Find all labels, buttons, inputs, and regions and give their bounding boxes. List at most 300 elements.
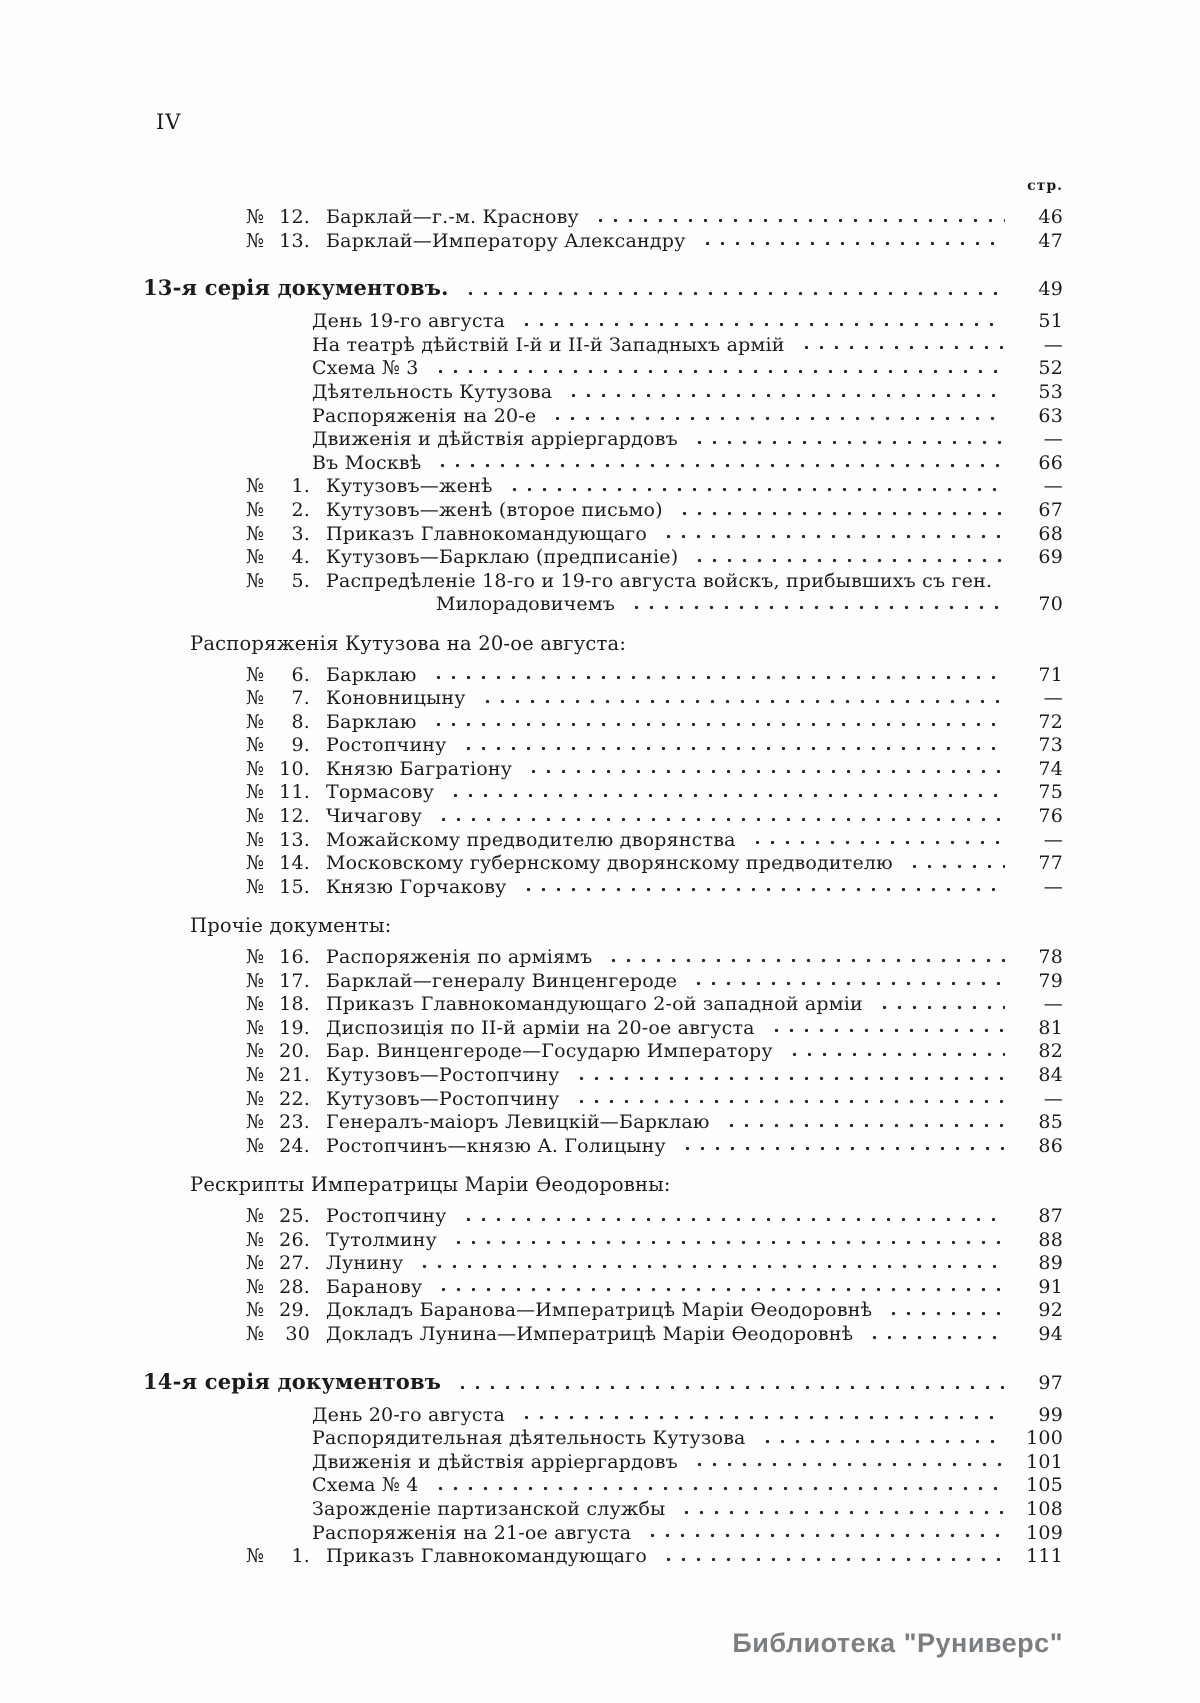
entry-number-value: 20.	[279, 1040, 310, 1063]
entry-number	[246, 876, 310, 900]
toc-subentry	[312, 428, 1063, 452]
toc-entry	[246, 734, 1063, 758]
page-number: —	[1043, 1087, 1063, 1110]
entry-title: Движенія и дѣйствія арріергардовъ	[312, 428, 678, 451]
entry-number	[246, 499, 310, 523]
entry-title: Кутузовъ—Ростопчину	[326, 1087, 560, 1110]
page-number: —	[1043, 828, 1063, 851]
page-number: 109	[1026, 1521, 1063, 1544]
entry-number-value: 10.	[279, 757, 310, 780]
entry-number	[246, 1088, 310, 1112]
page-number: —	[1043, 875, 1063, 898]
entry-number-value: 1.	[291, 1545, 310, 1568]
entry-number-value: 8.	[291, 710, 310, 733]
entry-title: Дѣятельность Кутузова	[312, 380, 553, 403]
dot-leader	[572, 1064, 1005, 1088]
group-title: Рескрипты Императрицы Маріи Ѳеодоровны:	[190, 1173, 671, 1197]
numero-sign: №	[246, 522, 265, 545]
page-number: 75	[1038, 781, 1063, 804]
page-column-header: стр.	[1027, 178, 1063, 194]
numero-sign: №	[246, 498, 265, 521]
page-number: 99	[1038, 1403, 1063, 1426]
entry-title: Тутолмину	[326, 1228, 437, 1251]
toc-entry	[246, 475, 1063, 499]
entry-number-value: 5.	[291, 569, 310, 592]
numero-sign: №	[246, 757, 265, 780]
entry-number	[246, 781, 310, 805]
toc-entry	[246, 664, 1063, 688]
dot-leader	[434, 805, 1005, 829]
entry-title: Приказъ Главнокомандующаго	[326, 522, 647, 545]
entry-number-value: 9.	[291, 734, 310, 757]
numero-sign: №	[246, 475, 265, 498]
dot-leader	[875, 993, 1005, 1017]
page-number: 91	[1038, 1275, 1063, 1298]
page-number: 52	[1038, 357, 1063, 380]
page-number: 101	[1026, 1450, 1063, 1473]
toc-subentry	[312, 334, 1063, 358]
dot-leader	[548, 405, 1005, 429]
dot-leader	[905, 852, 1005, 876]
entry-title: Ростопчинъ—князю А. Голицыну	[326, 1134, 666, 1157]
toc-entry	[246, 1205, 1063, 1229]
dot-leader	[659, 523, 1005, 547]
entry-number	[246, 546, 310, 570]
toc-series-header	[143, 1368, 1063, 1397]
entry-title: На театрѣ дѣйствій I-й и II-й Западныхъ армій	[312, 333, 785, 356]
page-number: 76	[1038, 805, 1063, 828]
page-number: 97	[1038, 1371, 1063, 1394]
dot-leader	[429, 664, 1005, 688]
page-number: 77	[1038, 852, 1063, 875]
toc-subentry	[312, 1404, 1063, 1428]
dot-leader	[797, 334, 1005, 358]
toc-subentry	[312, 381, 1063, 405]
toc-entry	[246, 546, 1063, 570]
dot-leader	[517, 1404, 1005, 1428]
entry-number	[246, 1276, 310, 1300]
dot-leader	[517, 310, 1005, 334]
numero-sign: №	[246, 969, 265, 992]
toc-subentry	[312, 452, 1063, 476]
numero-sign: №	[246, 569, 265, 592]
dot-leader	[758, 1427, 1005, 1451]
dot-leader	[461, 274, 1005, 303]
numero-sign: №	[246, 1252, 265, 1275]
page-number: 68	[1038, 522, 1063, 545]
page-number: —	[1043, 333, 1063, 356]
page-number: 86	[1038, 1134, 1063, 1157]
dot-leader	[767, 1017, 1005, 1041]
entry-title: Распредѣленіе 18-го и 19-го августа войскъ, прибывшихъ съ ген.	[326, 569, 993, 592]
dot-leader	[675, 499, 1005, 523]
dot-leader	[677, 1498, 1005, 1522]
entry-number-value: 29.	[279, 1299, 310, 1322]
numero-sign: №	[246, 1134, 265, 1157]
entry-number-value: 1.	[291, 475, 310, 498]
entry-title: Докладъ Баранова—Императрицѣ Маріи Ѳеодоровнѣ	[326, 1299, 873, 1322]
page-number: 67	[1038, 498, 1063, 521]
dot-leader	[678, 1135, 1005, 1159]
entry-number-value: 25.	[279, 1204, 310, 1227]
numero-sign: №	[246, 1064, 265, 1086]
toc-entry	[246, 993, 1063, 1017]
toc-subentry	[312, 1427, 1063, 1451]
dot-leader	[884, 1299, 1005, 1323]
numero-sign: №	[246, 875, 265, 898]
page-number: 66	[1038, 451, 1063, 474]
entry-title: Зарожденіе партизанской службы	[312, 1497, 666, 1520]
page-number: 71	[1038, 663, 1063, 686]
entry-title: Приказъ Главнокомандующаго	[326, 1545, 647, 1568]
numero-sign: №	[246, 1228, 265, 1251]
page-number: 100	[1026, 1427, 1063, 1450]
page-number: 53	[1038, 380, 1063, 403]
entry-number	[246, 852, 310, 876]
numero-sign: №	[246, 710, 265, 733]
numero-sign: №	[246, 1545, 265, 1568]
entry-number	[246, 734, 310, 758]
entry-number-value: 15.	[279, 875, 310, 898]
page-number: 70	[1038, 593, 1063, 616]
entry-number-value: 30	[285, 1322, 310, 1345]
numero-sign: №	[246, 1016, 265, 1039]
toc-subentry	[312, 1451, 1063, 1475]
numero-sign: №	[246, 1299, 265, 1322]
numero-sign: №	[246, 1275, 265, 1298]
entry-number	[246, 1017, 310, 1041]
dot-leader	[429, 711, 1005, 735]
entry-number-value: 27.	[279, 1252, 310, 1275]
toc-entry	[246, 1276, 1063, 1300]
page-number: 94	[1038, 1322, 1063, 1345]
page-number: 78	[1038, 946, 1063, 969]
entry-number	[246, 1205, 310, 1229]
page-number: 47	[1038, 229, 1063, 252]
page-number: 87	[1038, 1204, 1063, 1227]
entry-title: Барклай—г.-м. Краснову	[326, 206, 579, 228]
entry-number	[246, 993, 310, 1017]
library-watermark: Библиотека "Руниверс"	[732, 1628, 1063, 1658]
entry-number	[246, 829, 310, 853]
entry-title: Ростопчину	[326, 734, 447, 757]
dot-leader	[524, 758, 1005, 782]
entry-title: Въ Москвѣ	[312, 451, 422, 474]
toc-entry	[246, 1111, 1063, 1135]
entry-title: Докладъ Лунина—Императрицѣ Маріи Ѳеодоровнѣ	[326, 1322, 854, 1345]
entry-number-value: 19.	[279, 1016, 310, 1039]
numero-sign: №	[246, 1087, 265, 1110]
numero-sign: №	[246, 206, 265, 228]
entry-title: Тормасову	[326, 781, 435, 804]
entry-number	[246, 1545, 310, 1569]
entry-number-value: 4.	[291, 546, 310, 569]
entry-title: Схема № 3	[312, 357, 419, 380]
entry-title: Распоряженія по арміямъ	[326, 946, 593, 969]
toc-group-header	[190, 632, 1063, 656]
numero-sign: №	[246, 734, 265, 757]
page-number: 105	[1026, 1474, 1063, 1497]
entry-title: День 19-го августа	[312, 310, 506, 333]
page-number: —	[1043, 687, 1063, 710]
dot-leader	[459, 734, 1005, 758]
dot-leader	[446, 781, 1005, 805]
entry-number	[246, 687, 310, 711]
group-title: Распоряженія Кутузова на 20-ое августа:	[190, 631, 627, 655]
folio-number: IV	[156, 110, 182, 134]
toc-group-header	[190, 914, 1063, 938]
page-number: 63	[1038, 404, 1063, 427]
toc-entry	[246, 570, 1063, 594]
entry-number-value: 17.	[279, 969, 310, 992]
entry-title: Кутузовъ—Барклаю (предписаніе)	[326, 546, 679, 569]
toc-subentry	[312, 405, 1063, 429]
entry-title: Схема № 4	[312, 1474, 419, 1497]
dot-leader	[453, 1368, 1005, 1397]
dot-leader	[659, 1545, 1005, 1569]
entry-number-value: 18.	[279, 993, 310, 1016]
entry-title-continued: Милорадовичемъ	[436, 593, 616, 616]
entry-number-value: 2.	[291, 498, 310, 521]
dot-leader	[698, 230, 1005, 254]
entry-number	[246, 946, 310, 970]
entry-number-value: 13.	[279, 828, 310, 851]
entry-number	[246, 475, 310, 499]
dot-leader	[865, 1323, 1005, 1347]
entry-number	[246, 1229, 310, 1253]
group-title: Прочіе документы:	[190, 914, 392, 938]
dot-leader	[690, 1451, 1005, 1475]
entry-number	[246, 1135, 310, 1159]
dot-leader	[434, 1276, 1005, 1300]
entry-title: Чичагову	[326, 805, 423, 828]
page-number: 74	[1038, 757, 1063, 780]
page-number: 69	[1038, 546, 1063, 569]
entry-number	[246, 711, 310, 735]
entry-title: Барклай—генералу Винценгероде	[326, 969, 678, 992]
entry-number	[246, 758, 310, 782]
entry-title: Движенія и дѣйствія арріергардовъ	[312, 1450, 678, 1473]
numero-sign: №	[246, 1111, 265, 1134]
numero-sign: №	[246, 781, 265, 804]
entry-number	[246, 1111, 310, 1135]
toc-entry	[246, 1064, 1063, 1088]
numero-sign: №	[246, 1322, 265, 1345]
entry-number	[246, 1323, 310, 1347]
entry-number	[246, 805, 310, 829]
numero-sign: №	[246, 993, 265, 1016]
dot-leader	[564, 381, 1005, 405]
toc-entry	[246, 687, 1063, 711]
dot-leader	[785, 1040, 1005, 1064]
entry-number-value: 22.	[279, 1087, 310, 1110]
toc-entry	[246, 1252, 1063, 1276]
entry-number-value: 21.	[279, 1064, 310, 1086]
toc-subentry	[312, 1474, 1063, 1498]
toc-entry	[246, 1088, 1063, 1112]
toc-series-header	[143, 274, 1063, 303]
entry-title: Барклаю	[326, 710, 417, 733]
entry-number-value: 11.	[279, 781, 310, 804]
toc-entry	[246, 758, 1063, 782]
toc-entry	[246, 1545, 1063, 1569]
entry-number	[246, 1252, 310, 1276]
toc-entry	[246, 230, 1063, 254]
entry-number-value: 28.	[279, 1275, 310, 1298]
numero-sign: №	[246, 546, 265, 569]
entry-number-value: 23.	[279, 1111, 310, 1134]
entry-number	[246, 206, 310, 230]
page-number: 72	[1038, 710, 1063, 733]
toc-entry	[246, 206, 1063, 230]
toc-entry	[246, 946, 1063, 970]
numero-sign: №	[246, 852, 265, 875]
entry-title: Диспозиція по II-й арміи на 20-ое августа	[326, 1016, 755, 1039]
toc-subentry	[312, 1522, 1063, 1546]
entry-title: Распоряженія на 20-е	[312, 404, 537, 427]
entry-title: Лунину	[326, 1252, 404, 1275]
page-number: 92	[1038, 1299, 1063, 1322]
entry-number-value: 3.	[291, 522, 310, 545]
dot-leader	[415, 1252, 1005, 1276]
dot-leader	[689, 970, 1005, 994]
entry-number-value: 13.	[279, 229, 310, 252]
toc-entry	[246, 523, 1063, 547]
numero-sign: №	[246, 946, 265, 969]
dot-leader	[604, 946, 1005, 970]
entry-title: Распорядительная дѣятельность Кутузова	[312, 1427, 746, 1450]
series-title: 13-я серія документовъ.	[143, 275, 449, 301]
dot-leader	[690, 546, 1005, 570]
toc-subentry	[312, 310, 1063, 334]
entry-number-value: 14.	[279, 852, 310, 875]
entry-number	[246, 1299, 310, 1323]
entry-number-value: 7.	[291, 687, 310, 710]
dot-leader	[643, 1522, 1005, 1546]
entry-title: Кутузовъ—Ростопчину	[326, 1064, 560, 1086]
entry-number	[246, 570, 310, 594]
dot-leader	[449, 1229, 1005, 1253]
entry-title: Коновницыну	[326, 687, 466, 710]
dot-leader	[431, 357, 1005, 381]
entry-title: Генералъ-маіоръ Левицкій—Барклаю	[326, 1111, 710, 1134]
dot-leader	[627, 593, 1005, 617]
page-number: 82	[1038, 1040, 1063, 1063]
entry-title: Кутузовъ—женѣ	[326, 475, 493, 498]
numero-sign: №	[246, 1040, 265, 1063]
toc-entry	[246, 852, 1063, 876]
page-number: —	[1043, 993, 1063, 1016]
dot-leader	[748, 829, 1005, 853]
toc-group-header	[190, 1173, 1063, 1197]
toc-entry	[246, 499, 1063, 523]
toc-entry	[246, 711, 1063, 735]
entry-title: Московскому губернскому дворянскому предводителю	[326, 852, 893, 875]
entry-title: Кутузовъ—женѣ (второе письмо)	[326, 498, 663, 521]
table-of-contents	[0, 206, 1200, 1569]
dot-leader	[690, 428, 1005, 452]
toc-entry-continuation	[436, 593, 1063, 617]
entry-title: Ростопчину	[326, 1204, 447, 1227]
entry-title: Князю Багратіону	[326, 757, 513, 780]
dot-leader	[572, 1088, 1005, 1112]
toc-entry	[246, 1135, 1063, 1159]
entry-title: Барклаю	[326, 663, 417, 686]
dot-leader	[722, 1111, 1005, 1135]
entry-title: Бар. Винценгероде—Государю Императору	[326, 1040, 773, 1063]
page-number: 49	[1038, 278, 1063, 301]
page-number: 81	[1038, 1016, 1063, 1039]
entry-number-value: 24.	[279, 1134, 310, 1157]
dot-leader	[459, 1205, 1005, 1229]
entry-number-value: 6.	[291, 663, 310, 686]
dot-leader	[431, 1474, 1005, 1498]
toc-entry	[246, 829, 1063, 853]
toc-subentry	[312, 357, 1063, 381]
entry-number-value: 26.	[279, 1228, 310, 1251]
entry-number-value: 16.	[279, 946, 310, 969]
page-number: 111	[1026, 1545, 1063, 1568]
page-number: —	[1043, 475, 1063, 498]
page-number: 84	[1038, 1064, 1063, 1086]
page-number: 89	[1038, 1252, 1063, 1275]
entry-title: Баранову	[326, 1275, 423, 1298]
series-title: 14-я серія документовъ	[143, 1368, 442, 1394]
page-number: 85	[1038, 1111, 1063, 1134]
numero-sign: №	[246, 663, 265, 686]
dot-leader	[591, 206, 1005, 230]
toc-subentry	[312, 1498, 1063, 1522]
toc-entry	[246, 1017, 1063, 1041]
dot-leader	[478, 687, 1005, 711]
entry-title: Князю Горчакову	[326, 875, 507, 898]
toc-entry	[246, 970, 1063, 994]
dot-leader	[519, 876, 1005, 900]
entry-title: Барклай—Императору Александру	[326, 229, 686, 252]
entry-number	[246, 1064, 310, 1088]
entry-number-value: 12.	[279, 206, 310, 228]
dot-leader	[433, 452, 1005, 476]
page-number: 73	[1038, 734, 1063, 757]
numero-sign: №	[246, 229, 265, 252]
page-number: 46	[1038, 206, 1063, 228]
toc-entry	[246, 1323, 1063, 1347]
entry-number	[246, 1040, 310, 1064]
page-number: 88	[1038, 1228, 1063, 1251]
toc-entry	[246, 781, 1063, 805]
entry-number	[246, 970, 310, 994]
toc-entry	[246, 1299, 1063, 1323]
page-number: —	[1043, 428, 1063, 451]
numero-sign: №	[246, 687, 265, 710]
dot-leader	[505, 475, 1005, 499]
numero-sign: №	[246, 805, 265, 828]
toc-entry	[246, 876, 1063, 900]
entry-title: День 20-го августа	[312, 1403, 506, 1426]
page-number: 79	[1038, 969, 1063, 992]
entry-number	[246, 664, 310, 688]
numero-sign: №	[246, 828, 265, 851]
entry-title: Распоряженія на 21-ое августа	[312, 1521, 632, 1544]
entry-number	[246, 230, 310, 254]
page-number: 51	[1038, 310, 1063, 333]
toc-entry	[246, 1040, 1063, 1064]
entry-number-value: 12.	[279, 805, 310, 828]
toc-entry	[246, 805, 1063, 829]
entry-number	[246, 523, 310, 547]
numero-sign: №	[246, 1204, 265, 1227]
entry-title: Можайскому предводителю дворянства	[326, 828, 736, 851]
